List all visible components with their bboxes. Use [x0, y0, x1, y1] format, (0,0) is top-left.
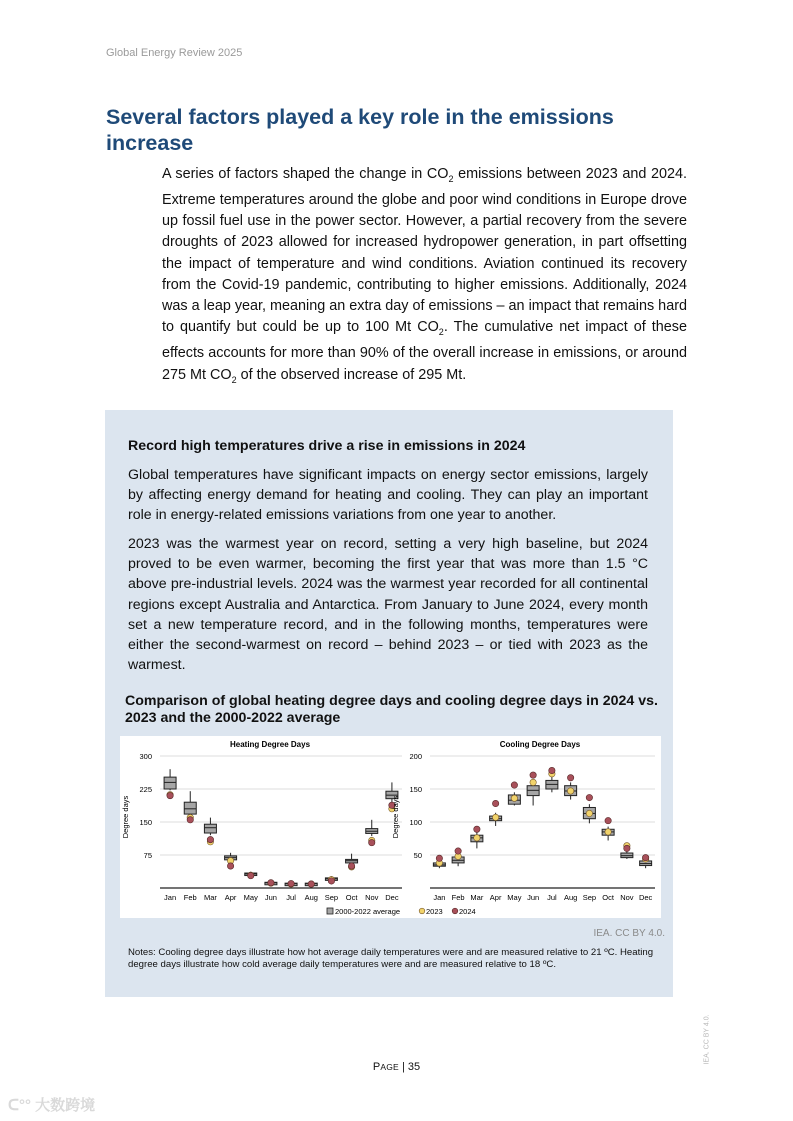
x-tick-label: Jun [527, 893, 540, 902]
x-tick-label: Jan [433, 893, 446, 902]
x-tick-label: Nov [365, 893, 379, 902]
y-tick-label: 150 [139, 818, 152, 827]
x-tick-label: Oct [345, 893, 358, 902]
x-tick-label: Mar [203, 893, 217, 902]
chart-1-title: Cooling Degree Days [499, 740, 581, 749]
side-license [700, 1014, 716, 1070]
y-tick-label: 150 [409, 785, 422, 794]
section-title: Several factors played a key role in the emissions increase [106, 105, 614, 155]
watermark-logo-icon: ᑕ°° [8, 1097, 31, 1114]
legend-average: 2000-2022 average [335, 907, 401, 916]
y-tick-label: 100 [409, 818, 422, 827]
degree-days-chart [120, 736, 661, 918]
x-tick-label: Aug [304, 893, 318, 902]
info-box [105, 410, 673, 997]
x-tick-label: Apr [224, 893, 237, 902]
y-axis-label: Degree days [121, 795, 130, 839]
y-tick-label: 200 [409, 752, 422, 761]
source-credit: IEA. CC BY 4.0. [593, 928, 665, 939]
watermark-text: 大数跨境 [35, 1097, 96, 1114]
x-tick-label: Dec [638, 893, 653, 902]
side-license-text: IEA. CC BY 4.0. [703, 1014, 711, 1065]
chart-title: Comparison of global heating degree days and cooling degree days in 2024 vs. 2023 and the 2000-2022 average [125, 693, 658, 726]
x-tick-label: Jul [547, 893, 557, 902]
legend-2024: 2024 [459, 907, 476, 916]
page-label: PAGE [372, 1061, 399, 1073]
x-tick-label: Dec [385, 893, 399, 902]
x-tick-label: May [243, 893, 258, 902]
x-tick-label: Oct [602, 893, 614, 902]
x-tick-label: May [507, 893, 522, 902]
y-tick-label: 75 [143, 851, 152, 860]
y-axis-label: Degree days [391, 795, 400, 839]
watermark [8, 1094, 95, 1115]
x-tick-label: Jul [286, 893, 296, 902]
page-number-value: 35 [407, 1061, 421, 1073]
box-heading: Record high temperatures drive a rise in emissions in 2024 [128, 438, 526, 454]
intro-paragraph: A series of factors shaped the change in $CO_2$ emissions between 2023 and 2024. Extreme temperatures around the globe and poor wind conditions in Europe drove up fossil fuel use in the power sector. However, a partial recovery from the severe droughts of 2023 allowed for increased hydropower generation, in part offsetting the impact of temperature and wind conditions. Aviation continued its recovery from the Covid-19 pandemic, contributing to higher emissions. Additionally, 2024 was a leap year, meaning an extra day of emissions – an impact that remains hard to quantify but could be up to 100 Mt $CO_2$. The cumulative net impact of these effects accounts for more than 90% of the overall increase in emissions, or around 275 Mt $CO_2$ of the observed increase of 295 Mt. [162, 166, 687, 385]
chart-notes: Notes: Cooling degree days illustrate how hot average daily temperatures were and are measured relative to 21 ºC. Heating degree days illustrate how cold average daily temperatures were and are measured relative to 18 ºC. [128, 947, 654, 970]
box-paragraph-1: Global temperatures have significant impacts on energy sector emissions, largely by affecting energy demand for heating and cooling. They can play an important role in energy-related emissions variations from one year to another. [128, 467, 648, 524]
x-tick-label: Mar [470, 893, 484, 902]
page-number: PAGE | 35 [372, 1061, 421, 1073]
x-tick-label: Feb [183, 893, 197, 902]
y-tick-label: 225 [139, 785, 152, 794]
chart-0-title: Heating Degree Days [229, 740, 311, 749]
box-paragraph-2: 2023 was the warmest year on record, setting a very high baseline, but 2024 proved to be even warmer, becoming the first year that was more than 1.5 °C above pre-industrial levels. 2024 was the warmest year recorded for all continental regions except Australia and Antarctica. From January to June 2024, every month set a new temperature record, and in the following months, temperatures were either the second-warmest on record – behind 2023 – or tied with 2023 as the warmest. [128, 536, 648, 674]
x-tick-label: Sep [582, 893, 597, 902]
x-tick-label: Apr [489, 893, 502, 902]
x-tick-label: Aug [563, 893, 578, 902]
chart-panel [120, 736, 661, 918]
x-tick-label: Feb [451, 893, 465, 902]
y-tick-label: 50 [413, 851, 422, 860]
y-tick-label: 300 [139, 752, 152, 761]
x-tick-label: Jan [164, 893, 177, 902]
x-tick-label: Nov [620, 893, 634, 902]
x-tick-label: Jun [264, 893, 277, 902]
legend-2023: 2023 [426, 907, 443, 916]
x-tick-label: Sep [324, 893, 339, 902]
running-header: Global Energy Review 2025 [106, 47, 243, 59]
